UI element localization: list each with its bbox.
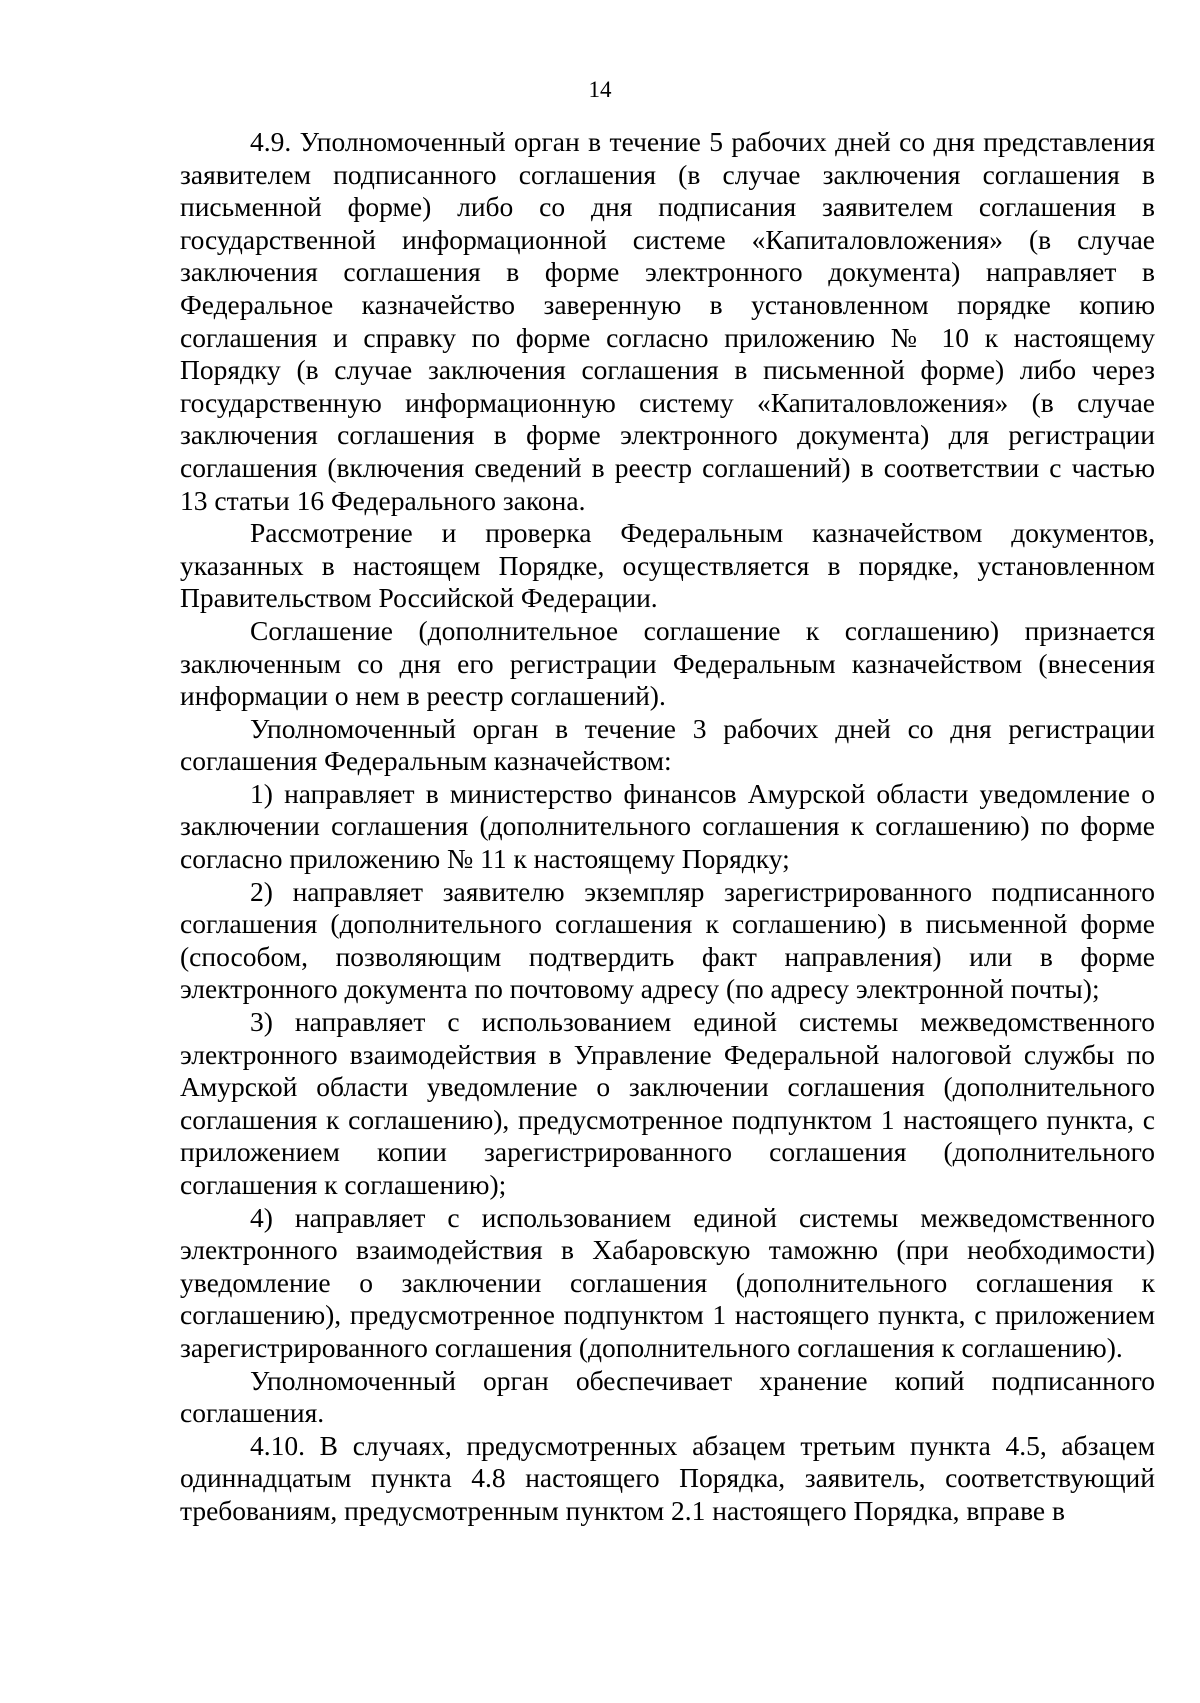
- page-number: 14: [588, 77, 612, 102]
- document-body: [180, 126, 1155, 1528]
- list-item-3: 3) направляет с использованием единой системы межведомственного электронного взаимодействия в Управление Федеральной налоговой службы по Амурской области уведомление о заключении соглашения (дополнительного соглашения к соглашению), предусмотренное подпунктом 1 настоящего пункта, с приложением копии зарегистрированного соглашения (дополнительного соглашения к соглашению);: [180, 1006, 1155, 1200]
- list-item-4: 4) направляет с использованием единой системы межведомственного электронного взаимодействия в Хабаровскую таможню (при необходимости) уведомление о заключении соглашения (дополнительного соглашения к соглашению), предусмотренное подпунктом 1 настоящего пункта, с приложением зарегистрированного соглашения (дополнительного соглашения к соглашению).: [180, 1201, 1155, 1363]
- paragraph-storage: Уполномоченный орган обеспечивает хранение копий подписанного соглашения.: [180, 1364, 1155, 1429]
- paragraph-agreement-concluded: Соглашение (дополнительное соглашение к соглашению) признается заключенным со дня его регистрации Федеральным казначейством (внесения информации о нем в реестр соглашений).: [180, 614, 1155, 712]
- paragraph-authorized-body: Уполномоченный орган в течение 3 рабочих дней со дня регистрации соглашения Федеральным казначейством:: [180, 712, 1155, 777]
- list-item-1: 1) направляет в министерство финансов Амурской области уведомление о заключении соглашения (дополнительного соглашения к соглашению) по форме согласно приложению № 11 к настоящему Порядку;: [180, 777, 1155, 875]
- paragraph-review: Рассмотрение и проверка Федеральным казначейством документов, указанных в настоящем Порядке, осуществляется в порядке, установленном Правительством Российской Федерации.: [180, 517, 1155, 614]
- paragraph-4-9: 4.9. Уполномоченный орган в течение 5 рабочих дней со дня представления заявителем подписанного соглашения (в случае заключения соглашения в письменной форме) либо со дня подписания заявителем соглашения в государственной информационной системе «Капиталовложения» (в случае заключения соглашения в форме электронного документа) направляет в Федеральное казначейство заверенную в установленном порядке копию соглашения и справку по форме согласно приложению № 10 к настоящему Порядку (в случае заключения соглашения в письменной форме) либо через государственную информационную систему «Капиталовложения» (в случае заключения соглашения в форме электронного документа) для регистрации соглашения (включения сведений в реестр соглашений) в соответствии с частью 13 статьи 16 Федерального закона.: [180, 126, 1155, 516]
- paragraph-4-10: 4.10. В случаях, предусмотренных абзацем третьим пункта 4.5, абзацем одиннадцатым пункта 4.8 настоящего Порядка, заявитель, соответствующий требованиям, предусмотренным пунктом 2.1 настоящего Порядка, вправе в: [180, 1429, 1155, 1526]
- list-item-2: 2) направляет заявителю экземпляр зарегистрированного подписанного соглашения (дополнительного соглашения к соглашению) в письменной форме (способом, позволяющим подтвердить факт направления) или в форме электронного документа по почтовому адресу (по адресу электронной почты);: [180, 875, 1155, 1005]
